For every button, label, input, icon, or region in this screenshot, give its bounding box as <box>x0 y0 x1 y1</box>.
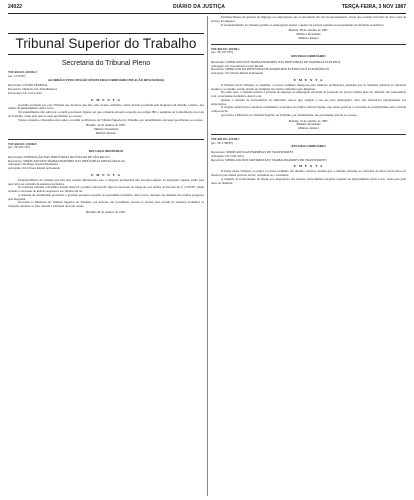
case-number: TST-RO-DC-303/86.1 <box>211 46 240 51</box>
left-column <box>8 16 204 496</box>
party-line: Advogado: Dr. Célio Silva <box>211 153 244 158</box>
case-block <box>211 48 406 131</box>
paragraph: Acordam os Ministros do Tribunal Superior do Trabalho, por unanimidade, dar provimento parcial ao recurso. <box>221 112 358 117</box>
signature: Ministro Relator <box>298 35 319 40</box>
paragraph: O estabelecimento da cláusula permite ao empregador ajustar o quadro de pessoal segundo as necessidades da atividade econômica. <box>221 22 385 27</box>
publication-name: DIÁRIO DA JUSTIÇA <box>173 4 226 10</box>
divider <box>211 44 406 45</box>
place-date: Brasília, 08 de outubro de 1987. <box>86 209 126 214</box>
case-heading: ACORDÃO (TP/DC/SESSÃO DE RECURSO ORDINÁRIO EM AÇÃO RESCISÓRIA) <box>47 77 165 82</box>
paragraph: Acórdão proferido por esse Tribunal que declarou que não cabe recurso ordinário contra decisão proferida pelo Regional em dissídio coletivo, nos termos da jurisprudência desta Corte. <box>8 102 204 111</box>
case-heading: RECURSO ORDINÁRIO <box>88 149 124 153</box>
party-line: Recorrente: SINDICATO DOS TRABALHADORES NAS INDÚSTRIAS DE MATERIAL ELÉTRICO <box>211 59 341 64</box>
masthead <box>8 33 204 55</box>
paragraph: O reajuste salarial deve obedecer estritamente às normas da política salarial vigente, não sendo possível a concessão de produtividade sem a devida comprovação. <box>211 105 406 113</box>
ementa-label: E M E N T A <box>91 97 121 102</box>
paragraph: Vistos, relatados e discutidos estes autos, acordam os Ministros do Tribunal Superior do Trabalho, por unanimidade, em negar provimento ao recurso. <box>18 117 204 122</box>
place-date: Brasília, 10 de outubro de 1987. <box>86 123 126 128</box>
paragraph: O Plenário deste Tribunal, ao examinar o recurso ordinário interposto pelo sindicato profissional, entendeu que as cláusulas relativas ao adicional noturno e ao auxílio-creche devem ser mantidas nos termos deferidos pelo Regional. <box>211 82 406 91</box>
case-number: TST-RO-DC-183/84.4 <box>8 70 37 74</box>
party-line: Recorridos: SINDICATO DOS TRABALHADORES NAS INDÚSTRIAS METALÚRGICAS <box>8 158 126 163</box>
case-ref: (Ac. TP-2017/87) <box>8 145 30 150</box>
paragraph: Estabelecimento da garantia de emprego aos empregados que se encontrem em vias de aposentadoria, desde que contem com mais de cinco anos de serviço na empresa. <box>211 16 406 23</box>
case-heading: RECURSO ORDINÁRIO <box>291 144 326 149</box>
party-line: Recorrente: UNIÃO FEDERAL <box>8 83 48 88</box>
paragraph: Tal entendimento não subverte a ordem processual vigente, eis que a matéria encontra respaldo nos artigos 895 e seguintes da Consolidação das Leis do Trabalho, razão pela qual se nega provimento ao recurso. <box>8 110 204 118</box>
signature: Ministro Relator <box>95 130 117 135</box>
paragraph: Quanto à cláusula de fornecimento de uniformes, tem-se que, exigido o seu uso pelo empregador, deve este fornecê-los gratuitamente aos empregados. <box>211 97 406 106</box>
paragraph: A cláusula de estabilidade provisória à gestante encontra respaldo no precedente normativo desta Corte, devendo ser mantida nos termos propostos pelo Regional. <box>8 192 204 201</box>
ementa-label: E M E N T A <box>293 77 324 82</box>
case-number: TST-RO-DC-311/86.7 <box>211 136 240 141</box>
paragraph: O Pleno desse Tribunal, ao julgar o recurso ordinário em dissídio coletivo, decidiu que a cláusula referente ao adicional de horas extras deve ser fixada no percentual previsto em lei, excluindo-se o excedente. <box>211 169 406 177</box>
ementa-label: E M E N T A <box>91 172 121 177</box>
case-block <box>211 16 406 41</box>
divider <box>8 139 204 140</box>
party-line: Recorrentes: FEDERAÇÃO DAS INDÚSTRIAS DO ESTADO DE SÃO PAULO <box>8 154 110 159</box>
paragraph: Acordam os Ministros do Tribunal Superior do Trabalho, por maioria, dar provimento parcial ao recurso para excluir da sentença normativa as cláusulas relativas ao piso salarial e adicional de horas extras. <box>8 200 204 208</box>
party-line: Recorrido: Sindicato dos Trabalhadores <box>8 87 58 91</box>
signature: Ministro Presidente <box>296 122 321 127</box>
case-block <box>8 71 204 136</box>
section-subtitle: Secretaria do Tribunal Pleno <box>61 60 151 67</box>
page-header <box>8 3 406 14</box>
case-block <box>8 143 204 215</box>
paragraph: A cláusula de fornecimento de lanche aos empregados em jornada extraordinária encontra respaldo na jurisprudência desta Corte, razão pela qual deve ser mantida. <box>211 176 406 185</box>
party-line: Recorrido: SINDICATO DA INDÚSTRIA DE APARELHOS ELÉTRICOS E ELETRÔNICOS <box>211 67 330 72</box>
divider <box>211 134 406 135</box>
case-ref: (Ac. TP-1871/87) <box>211 50 233 55</box>
case-number: TST-RO-DC-233/86.9 <box>8 141 37 146</box>
signature: Ministro Relator <box>298 126 319 130</box>
column-divider <box>207 16 208 496</box>
right-column <box>211 16 406 496</box>
party-line: Advogado: Dr. Ulisses Riedel de Resende <box>211 71 263 75</box>
signature: Ministro Presidente <box>296 32 321 36</box>
party-line: Recorrido: SINDICATO DOS MOTORISTAS E TRABALHADORES EM TRANSPORTES <box>211 157 327 162</box>
paragraph: De outro lado, a cláusula relativa à garantia de emprego ao empregado em idade de prestação do serviço militar deve ser deferida, em consonância com o precedente normativo desta Corte. <box>211 90 406 98</box>
case-block <box>211 138 406 186</box>
section-title: Tribunal Superior do Trabalho <box>15 36 197 51</box>
party-line: Advogado: Dr. Hugo Gueiros Bernardes <box>8 162 58 167</box>
publication-date: TERÇA-FEIRA, 3 NOV 1987 <box>341 4 406 10</box>
party-line: Advogado: Dr. José Alberto Couto Maciel <box>211 63 264 68</box>
place-date: Brasília, 08 de outubro de 1987. <box>288 28 329 33</box>
party-line: Recorrente: SINDICATO DAS EMPRESAS DE TRANSPORTES <box>211 150 294 154</box>
signature: Ministro Presidente <box>93 127 119 131</box>
case-heading: RECURSO ORDINÁRIO <box>291 54 326 58</box>
case-ref: (Ac. TP-1789/87) <box>211 140 233 145</box>
paragraph: Estabelecimento de cláusula que fixa piso salarial diferenciado para a categoria profissional não encontra amparo na legislação vigente, razão pela qual deve ser excluída da sentença normativa. <box>8 177 204 186</box>
party-line: Procurador: Dr. José Carlos <box>8 90 43 95</box>
paragraph: Os reajustes salariais concedidos devem observar a política salarial em vigor na data-base da categoria, nos termos do Decreto-lei nº 2.335/87, sendo vedada a concessão de índices superiores aos fixados em lei. <box>8 185 204 193</box>
party-line: Advogado: Dr. Ulisses Riedel de Resende <box>8 166 60 170</box>
ementa-label: E M E N T A <box>293 164 324 169</box>
case-ref: (Ac. 2135/87) <box>8 73 26 78</box>
place-date: Brasília, 15 de outubro de 1987. <box>288 118 329 123</box>
page-number: 24022 <box>8 4 22 10</box>
